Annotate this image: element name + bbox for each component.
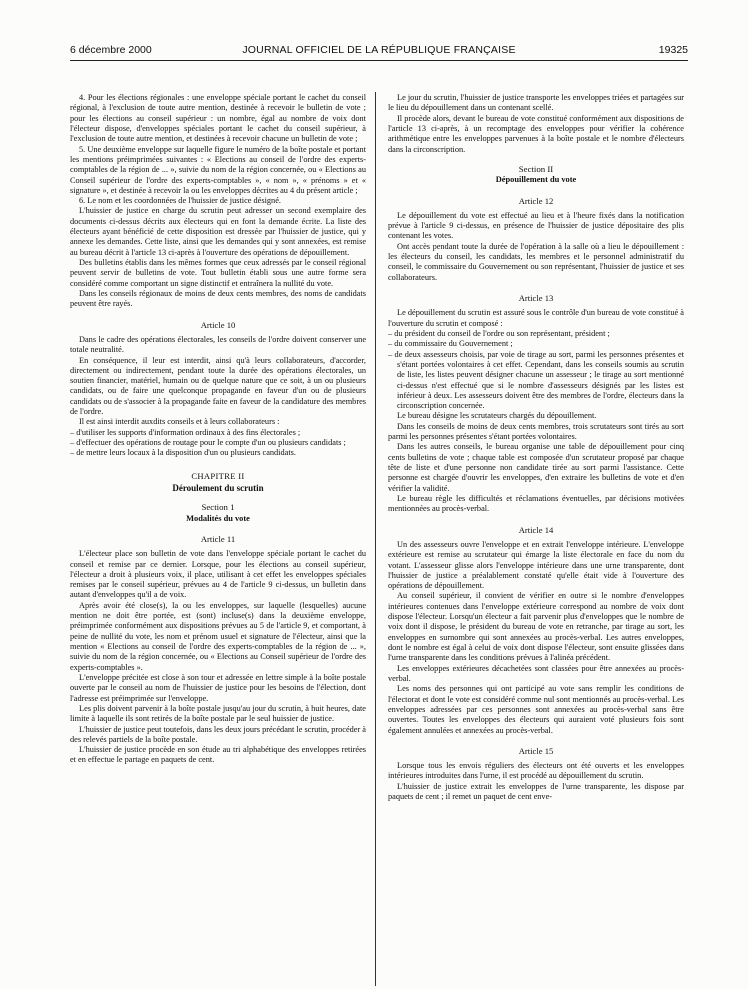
- header-rule: [70, 60, 688, 61]
- article-heading: Article 10: [200, 319, 236, 330]
- column-divider: [375, 92, 376, 986]
- article-heading: Article 13: [518, 293, 554, 303]
- list-item: – de mettre leurs locaux à la disposition d'un ou plusieurs candidats.: [70, 448, 296, 458]
- paragraph: Les noms des personnes qui ont participé au vote sans remplir les conditions de l'électorat et dont le vote est considéré comme nul sont mentionnés au procès-verbal. Les enveloppes adressées par ces personnes sont annexées au procès-verbal sans être ouvertes. Toutes les enveloppes des électeurs qui auraient voté plusieurs fois sont également annulées et annexées au procès-verbal.: [388, 684, 684, 735]
- list-item: – du président du conseil de l'ordre ou son représentant, président ;: [388, 328, 610, 338]
- page-header: [70, 44, 688, 58]
- article-heading: Article 11: [200, 533, 236, 544]
- right-column: [388, 93, 684, 987]
- article-heading: Article 12: [518, 195, 554, 206]
- paragraph: 4. Pour les élections régionales : une enveloppe spéciale portant le cachet du conseil régional, à l'exclusion de toute autre mention, destinée à recevoir le bulletin de vote ; pour les élections au conseil supérieur : un nombre, égal au nombre de voix dont l'électeur dispose, d'enveloppes spéciales portant le cachet du conseil supérieur, à l'exclusion de toute autre mention, et destinées à recevoir chacune un bulletin de vote ;: [70, 93, 366, 144]
- paragraph: Les enveloppes extérieures décachetées sont classées pour être annexées au procès-verbal.: [388, 663, 684, 683]
- list-item: – d'utiliser les supports d'information ordinaux à des fins électorales ;: [70, 427, 301, 437]
- paragraph: Il procède alors, devant le bureau de vote constitué conformément aux dispositions de l'article 13 ci-après, à un recomptage des enveloppes pour vérifier la cohérence arithmétique entre les enveloppes parvenues à la boîte postale et le nombre d'électeurs dans la circonscription.: [388, 113, 684, 154]
- paragraph: L'huissier de justice extrait les enveloppes de l'urne transparente, les dispose par paquets de cent ; il remet un paquet de cent enve-: [388, 781, 684, 802]
- paragraph: L'huissier de justice peut toutefois, dans les deux jours précédant le scrutin, procéder à des relevés partiels de la boîte postale.: [70, 724, 366, 744]
- paragraph: Dans les autres conseils, le bureau organise une table de dépouillement pour cinq cents bulletins de vote ; chaque table est composée d'un scrutateur proposé par chaque tête de liste et d'une personne non candidate tirée au sort parmi l'assistance. Cette personne est chargée d'ouvrir les enveloppes, d'en extraire les bulletins de vote et d'en vérifier la validité.: [388, 442, 684, 493]
- list-item: – du commissaire du Gouvernement ;: [388, 339, 513, 349]
- section-heading: Section 1: [201, 502, 235, 513]
- paragraph: En conséquence, il leur est interdit, ainsi qu'à leurs collaborateurs, d'accorder, directement ou indirectement, pendant toute la durée des opérations électorales, un soutien financier, matériel, humain ou de quelque nature que ce soit, à un ou plusieurs candidats, ou de faire une quelconque propagande en faveur d'un ou de plusieurs candidats ou de s'associer à la propagande faite en faveur de la candidature des membres de l'ordre.: [70, 355, 366, 417]
- paragraph: Il est ainsi interdit auxdits conseils et à leurs collaborateurs :: [79, 417, 280, 427]
- paragraph: L'huissier de justice en charge du scrutin peut adresser un second exemplaire des documents ci-dessus décrits aux électeurs qui en font la demande écrite. La liste des électeurs ayant bénéficié de cette disposition est dressée par l'huissier de justice, qui y annexe les demandes. Cette liste, ainsi que les demandes qui y sont annexées, est remise au bureau décrit à l'article 13 ci-après à l'ouverture des opérations de dépouillement.: [70, 206, 366, 257]
- paragraph: L'huissier de justice procède en son étude au tri alphabétique des enveloppes retirées et en effectue le partage en paquets de cent.: [70, 745, 366, 765]
- section-title: Dépouillement du vote: [495, 175, 577, 185]
- paragraph: Le dépouillement du vote est effectué au lieu et à l'heure fixés dans la notification prévue à l'article 9 ci-dessus, en présence de l'huissier de justice dépositaire des plis contenant les votes.: [388, 210, 684, 241]
- paragraph: Lorsque tous les envois réguliers des électeurs ont été ouverts et les enveloppes intérieures introduites dans l'urne, il est procédé au dépouillement du scrutin.: [388, 761, 684, 781]
- paragraph: Dans les conseils régionaux de moins de deux cents membres, des noms de candidats peuvent être rayés.: [70, 288, 366, 309]
- article-heading: Article 15: [518, 745, 554, 756]
- paragraph: Ont accès pendant toute la durée de l'opération à la salle où a lieu le dépouillement : les électeurs du conseil, les candidats, les membres et le personnel administratif du conseil, le commissaire du Gouvernement ou son représentant, l'huissier de justice et ses collaborateurs.: [388, 241, 684, 282]
- journal-title: JOURNAL OFFICIEL DE LA RÉPUBLIQUE FRANÇAISE: [242, 44, 516, 56]
- list-item: – d'effectuer des opérations de routage pour le compte d'un ou plusieurs candidats ;: [70, 438, 346, 447]
- list-item: – de deux assesseurs choisis, par voie de tirage au sort, parmi les personnes présentes et s'étant portées volontaires à cet effet. Cependant, dans les conseils soumis au scrutin de liste, les listes peuvent désigner chacune un assesseur ; le tirage au sort mentionné ci-dessus n'est effectué que si le nombre d'assesseurs désignés par les listes est inférieur à deux. Les assesseurs doivent être des membres de l'ordre, électeurs dans la circonscription concernée.: [388, 349, 684, 411]
- paragraph: Dans le cadre des opérations électorales, les conseils de l'ordre doivent conserver une totale neutralité.: [70, 334, 366, 355]
- header-date: 6 décembre 2000: [70, 44, 152, 56]
- paragraph: Le bureau règle les difficultés et réclamations éventuelles, par décisions motivées mentionnées au procès-verbal.: [388, 493, 684, 514]
- paragraph: Après avoir été close(s), la ou les enveloppes, sur laquelle (lesquelles) aucune mention ne doit être portée, est (sont) incluse(s) dans la deuxième enveloppe, préimprimée conformément aux dispositions prévues au 5 de l'article 9, et comportant, à peine de nullité du vote, les nom et prénom usuel et signature de l'électeur, ainsi que la mention « Elections au conseil de l'ordre des experts-comptables de la région de ... », suivie du nom de la région concernée, ou « Elections au Conseil supérieur de l'ordre des experts-comptables ».: [70, 600, 366, 672]
- paragraph: 5. Une deuxième enveloppe sur laquelle figure le numéro de la boîte postale et portant les mentions préimprimées suivantes : « Elections au conseil de l'ordre des experts-comptables de la région de ... », suivie du nom de la région concernée, ou « Elections au Conseil supérieur de l'ordre des experts-comptables », « nom », « prénoms » et « signature », et destinée à recevoir la ou les enveloppes décrites au 4 du présent article ;: [70, 144, 366, 195]
- article-heading: Article 14: [518, 524, 554, 535]
- paragraph: Dans les conseils de moins de deux cents membres, trois scrutateurs sont tirés au sort parmi les personnes présentes s'étant portées volontaires.: [388, 421, 684, 442]
- paragraph: L'enveloppe précitée est close à son tour et adressée en lettre simple à la boîte postale ouverte par le conseil au nom de l'huissier de justice pour les besoins de l'élection, dont l'adresse est préimprimée sur l'enveloppe.: [70, 672, 366, 703]
- paragraph: L'électeur place son bulletin de vote dans l'enveloppe spéciale portant le cachet du conseil et remise par ce dernier. Lorsque, pour les élections au conseil supérieur, l'électeur a droit à plusieurs voix, il place, utilisant à cet effet les enveloppes spéciales remises par le conseil supérieur, prévues au 4 de l'article 9 ci-dessus, un bulletin dans autant d'enveloppes qu'il a de voix.: [70, 549, 366, 600]
- section-heading: Section II: [518, 163, 554, 174]
- paragraph: 6. Le nom et les coordonnées de l'huissier de justice désigné.: [79, 196, 281, 206]
- paragraph: Des bulletins établis dans les mêmes formes que ceux adressés par le conseil régional peuvent servir de bulletins de vote. Tout bulletin établi sous une autre forme sera considéré comme comportant un signe distinctif et entraînera la nullité du vote.: [70, 258, 366, 288]
- section-title: Modalités du vote: [186, 513, 250, 523]
- chapter-title: Déroulement du scrutin: [172, 482, 264, 493]
- paragraph: Un des assesseurs ouvre l'enveloppe et en extrait l'enveloppe intérieure. L'enveloppe extérieure est remise au scrutateur qui émarge la liste électorale en face du nom du votant. L'assesseur glisse alors l'enveloppe intérieure dans une urne transparente, dont l'huissier de justice a préalablement constaté qu'elle était vide à l'ouverture des opérations de dépouillement.: [388, 539, 684, 591]
- paragraph: Le dépouillement du scrutin est assuré sous le contrôle d'un bureau de vote constitué à l'ouverture du scrutin et composé :: [388, 308, 684, 328]
- paragraph: Le bureau désigne les scrutateurs chargés du dépouillement.: [397, 411, 597, 421]
- left-column: [70, 93, 366, 987]
- paragraph: Le jour du scrutin, l'huissier de justice transporte les enveloppes triées et partagées sur le lieu du dépouillement dans un contenant scellé.: [388, 93, 684, 113]
- paragraph: Au conseil supérieur, il convient de vérifier en outre si le nombre d'enveloppes intérieures contenues dans l'enveloppe extérieure correspond au nombre de voix dont dispose l'électeur. Lorsqu'un électeur a fait parvenir plus d'enveloppes que le nombre de voix dont il dispose, le président du bureau de vote en retranche, par tirage au sort, les enveloppes en surnombre qui sont annexées au procès-verbal. Les autres enveloppes, dont le nombre est égal à celui de voix dont dispose l'électeur, sont ensuite glissées dans l'urne transparente dans les conditions prévues à l'alinéa précédent.: [388, 591, 684, 663]
- chapter-heading: CHAPITRE II: [191, 470, 245, 481]
- page-number: 19325: [658, 44, 688, 56]
- paragraph: Les plis doivent parvenir à la boîte postale jusqu'au jour du scrutin, à huit heures, date limite à laquelle ils sont retirés de la boîte postale par le seul huissier de justice.: [70, 703, 366, 724]
